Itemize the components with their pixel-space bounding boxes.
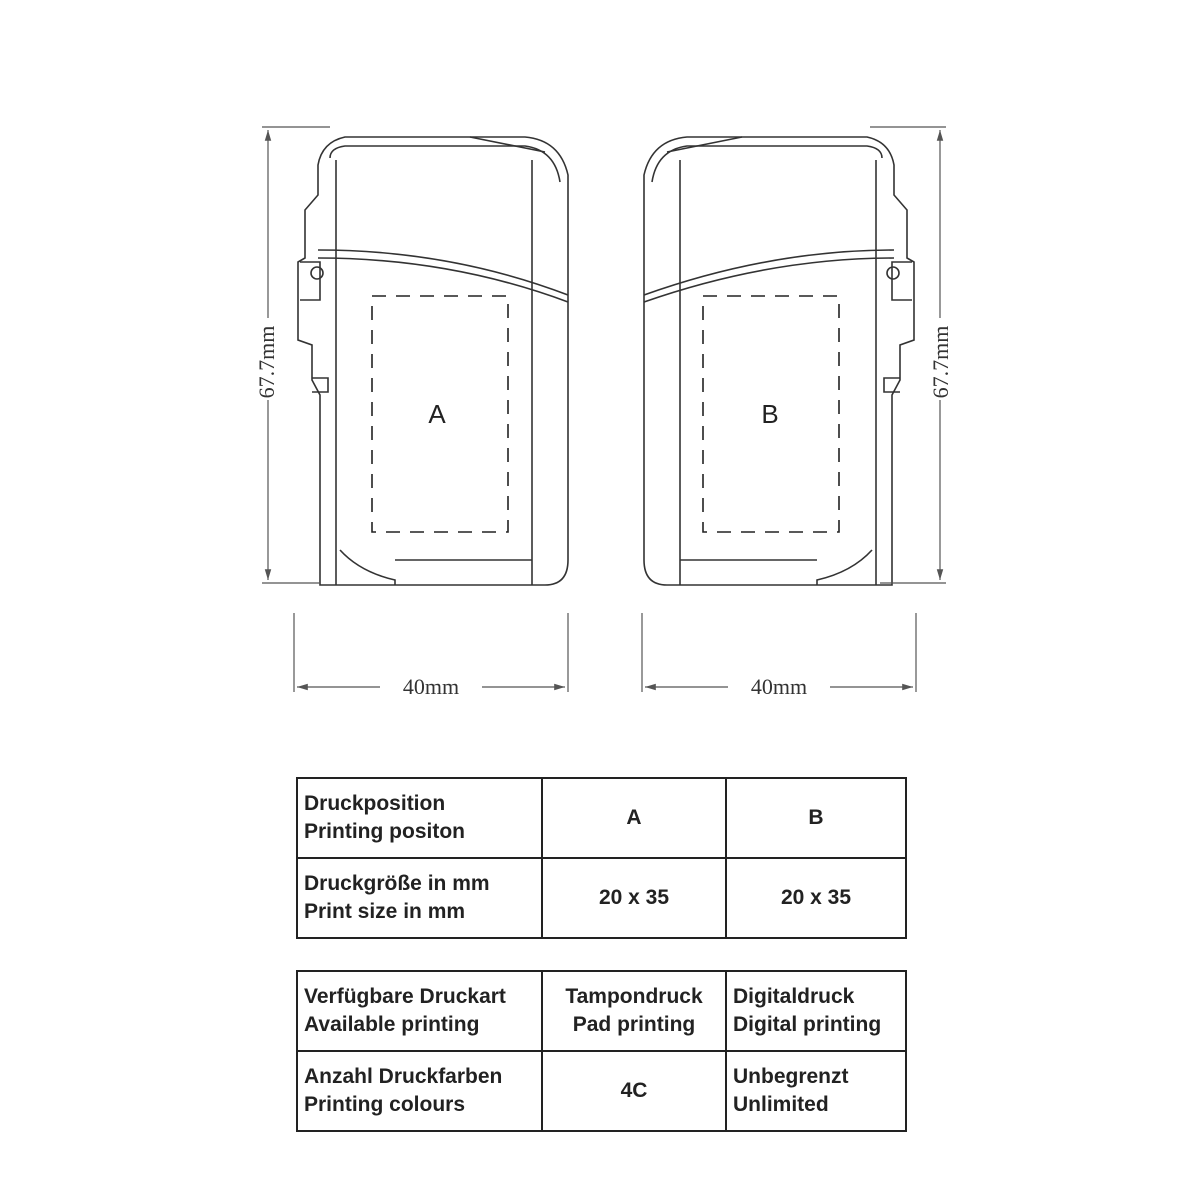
table-row (297, 1051, 906, 1131)
table-row (297, 858, 906, 938)
width-label-left: 40mm (402, 674, 460, 699)
print-area-b-label: B (761, 399, 779, 429)
print-size-table (296, 777, 907, 939)
lighter-back-view-b (644, 137, 914, 585)
row-label-position: Druckposition Printing positon (297, 778, 542, 858)
colours-a-cell: 4C (542, 1051, 726, 1131)
size-b-cell: 20 x 35 (726, 858, 906, 938)
print-area-a-label: A (428, 399, 446, 429)
size-a-cell: 20 x 35 (542, 858, 726, 938)
row-label-size: Druckgröße in mm Print size in mm (297, 858, 542, 938)
lighter-front-view-a (298, 137, 568, 585)
height-label-left: 67.7mm (254, 325, 279, 399)
table-row (297, 971, 906, 1051)
table-row (297, 778, 906, 858)
method-b-cell: Digitaldruck Digital printing (726, 971, 906, 1051)
print-methods-table (296, 970, 907, 1132)
width-label-right: 40mm (750, 674, 808, 699)
row-label-method: Verfügbare Druckart Available printing (297, 971, 542, 1051)
height-label-right: 67.7mm (928, 325, 953, 399)
method-a-cell: Tampondruck Pad printing (542, 971, 726, 1051)
position-b-cell: B (726, 778, 906, 858)
position-a-cell: A (542, 778, 726, 858)
colours-b-cell: Unbegrenzt Unlimited (726, 1051, 906, 1131)
row-label-colours: Anzahl Druckfarben Printing colours (297, 1051, 542, 1131)
